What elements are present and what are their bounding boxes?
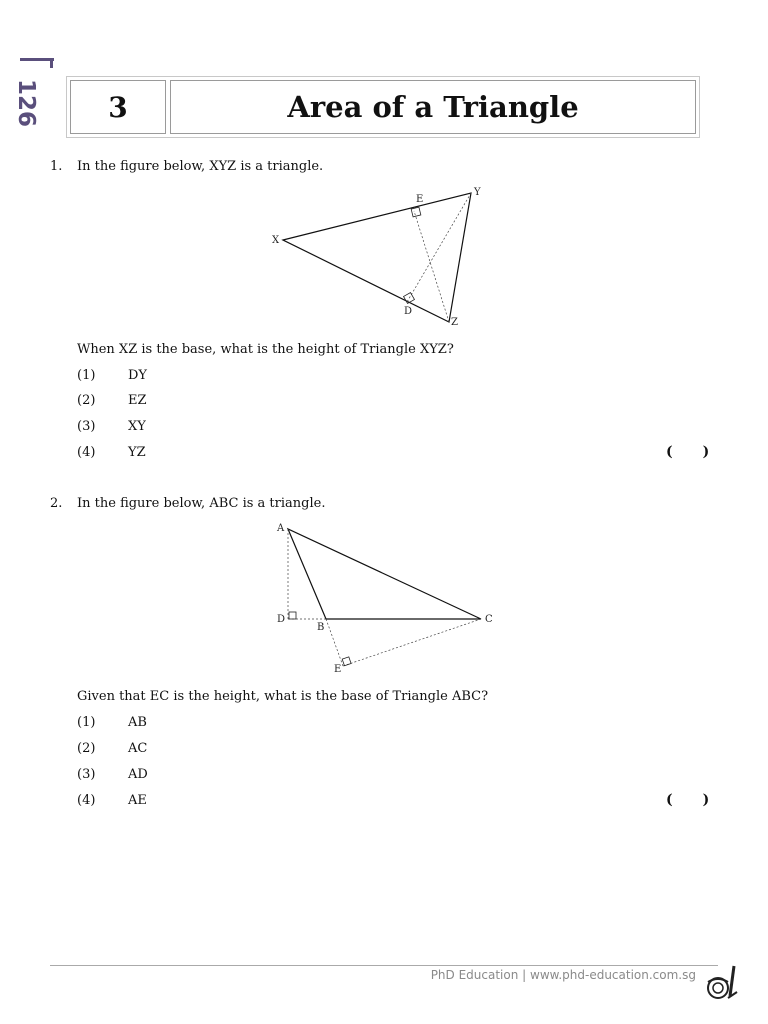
question-2-number: 2. (50, 496, 63, 511)
q2-option-2-number: (2) (77, 741, 96, 756)
footer-divider (50, 965, 718, 966)
q1-option-3-number: (3) (77, 419, 96, 434)
label-e: E (416, 194, 424, 205)
q1-option-2-number: (2) (77, 393, 96, 408)
q2-option-4-text[interactable]: AE (128, 793, 147, 808)
q2-option-4-number: (4) (77, 793, 96, 808)
q1-answer-open: ( (666, 444, 673, 460)
q1-option-2-text[interactable]: EZ (128, 393, 147, 408)
page-number-text: 126 (13, 78, 40, 128)
line-be (326, 619, 343, 666)
right-angle-e2 (342, 657, 351, 666)
q2-answer-close: ) (702, 792, 710, 808)
q2-option-3-text[interactable]: AD (128, 767, 148, 782)
triangle-abc (288, 529, 481, 619)
phd-logo-icon (704, 960, 740, 1004)
q2-option-3-number: (3) (77, 767, 96, 782)
q1-option-3-text[interactable]: XY (128, 419, 146, 434)
q2-answer-open: ( (666, 792, 673, 808)
q2-option-2-text[interactable]: AC (128, 741, 148, 756)
question-1-prompt: In the figure below, XYZ is a triangle. (77, 159, 324, 174)
label-x: X (272, 235, 280, 246)
label-b: B (317, 622, 325, 633)
question-2-prompt: In the figure below, ABC is a triangle. (77, 496, 326, 511)
label-a: A (277, 523, 285, 534)
q2-option-1-number: (1) (77, 715, 96, 730)
right-angle-d2 (289, 612, 296, 619)
q2-answer-box[interactable] (666, 792, 709, 808)
q1-option-4-text[interactable]: YZ (128, 445, 146, 460)
question-1-text: When XZ is the base, what is the height of Triangle XYZ? (77, 342, 454, 357)
label-e2: E (334, 664, 342, 675)
label-y: Y (474, 187, 481, 198)
label-d: D (404, 306, 413, 317)
footer-text: PhD Education | www.phd-education.com.sg (430, 968, 696, 982)
chapter-number: 3 (70, 80, 166, 134)
q1-option-1-text[interactable]: DY (128, 368, 148, 383)
label-c: C (485, 614, 493, 625)
page-title: Area of a Triangle (170, 80, 696, 134)
question-2-text: Given that EC is the height, what is the base of Triangle ABC? (77, 689, 489, 704)
label-z: Z (451, 317, 458, 328)
question-1-number: 1. (50, 159, 63, 174)
label-d2: D (277, 614, 286, 625)
q1-answer-close: ) (702, 444, 710, 460)
line-ec (343, 619, 481, 666)
q2-option-1-text[interactable]: AB (128, 715, 147, 730)
q1-option-1-number: (1) (77, 368, 96, 383)
q1-option-4-number: (4) (77, 445, 96, 460)
